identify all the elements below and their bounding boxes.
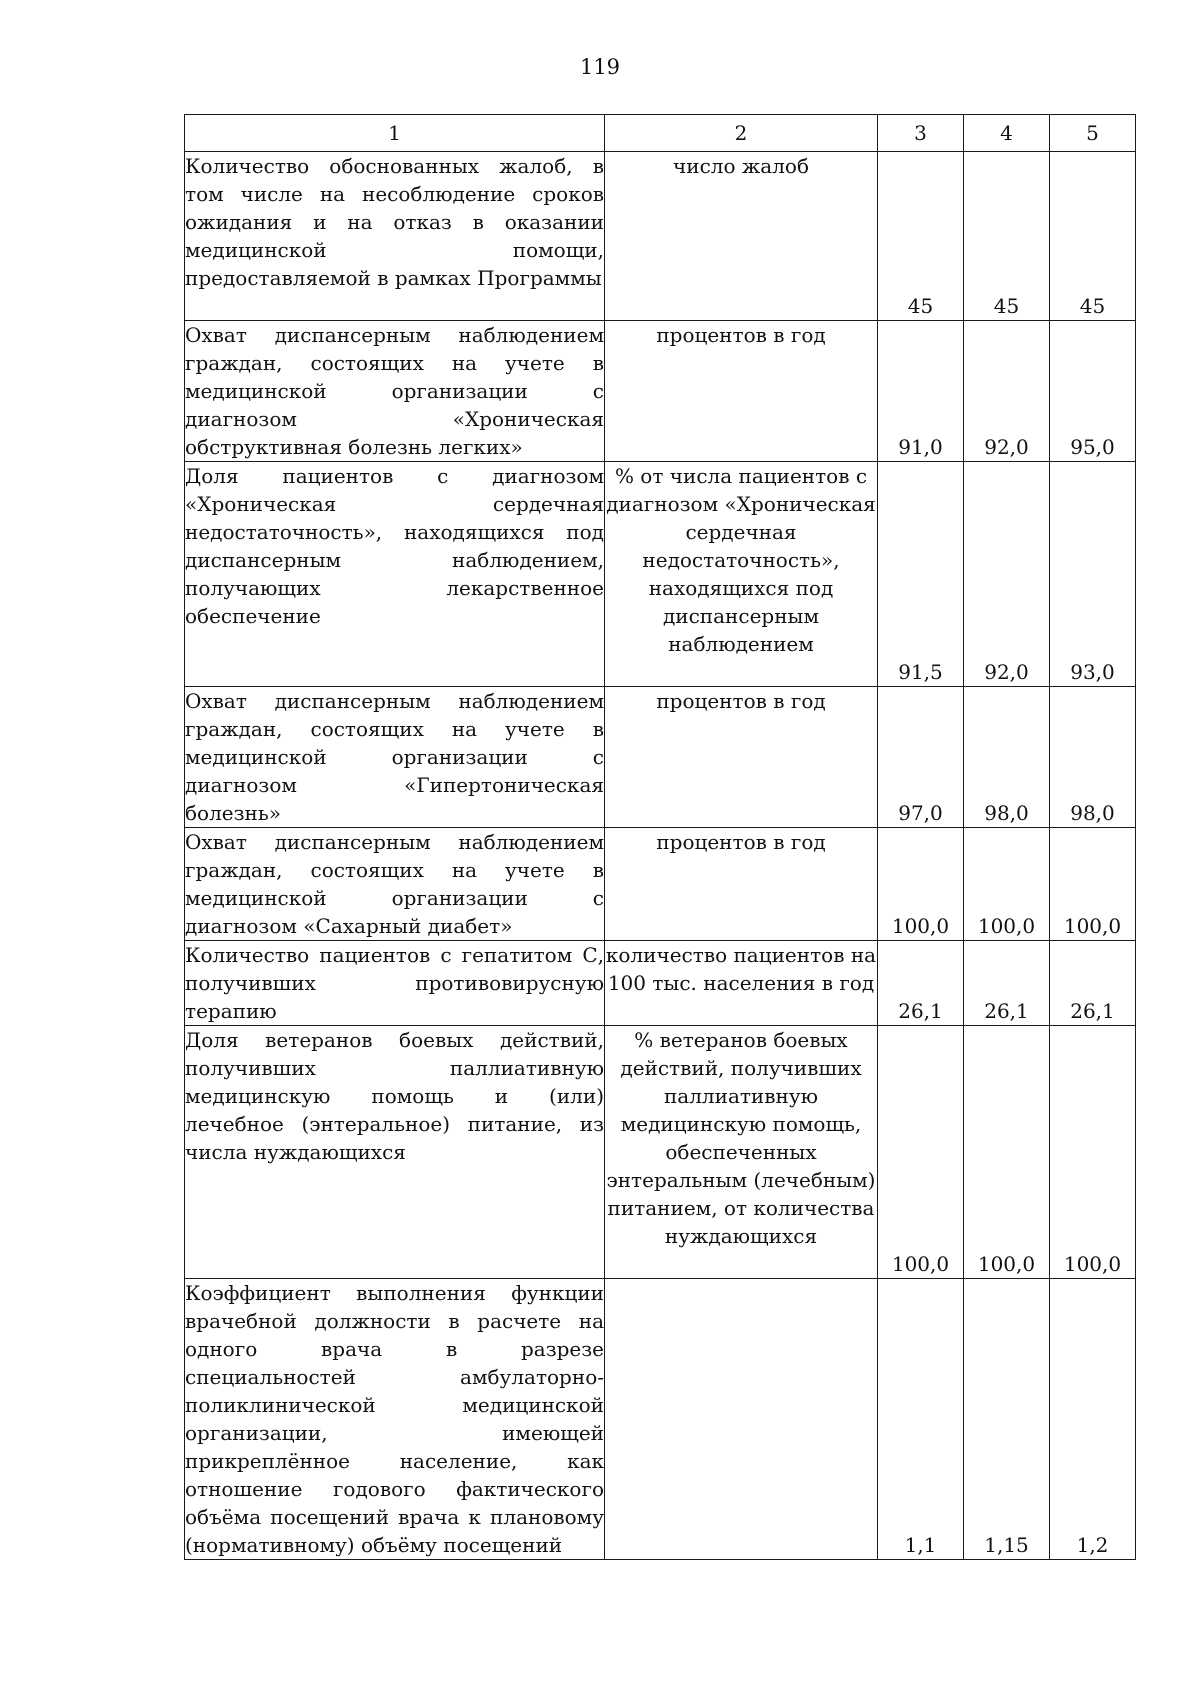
indicator-value-col3: 26,1	[878, 941, 964, 1026]
indicators-table	[184, 114, 1136, 1560]
table-row	[185, 1279, 1136, 1560]
indicator-value-col3: 100,0	[878, 1026, 964, 1279]
indicator-value-col3: 100,0	[878, 828, 964, 941]
indicator-value-col4: 92,0	[964, 462, 1050, 687]
table-row	[185, 321, 1136, 462]
column-header-3: 3	[878, 115, 964, 152]
indicator-name: Коэффициент выполнения функции врачебной должности в расчете на одного врача в разрезе специальностей амбулаторно-поликлинической медицинской организации, имеющей прикреплённое население, как отношение годового фактического объёма посещений врача к плановому (нормативному) объёму посещений	[185, 1279, 605, 1560]
indicator-unit: число жалоб	[605, 152, 878, 321]
indicator-unit: количество пациентов на 100 тыс. населения в год	[605, 941, 878, 1026]
indicator-value-col5: 26,1	[1050, 941, 1136, 1026]
indicator-value-col5: 95,0	[1050, 321, 1136, 462]
indicator-value-col5: 98,0	[1050, 687, 1136, 828]
indicator-unit: процентов в год	[605, 828, 878, 941]
indicator-value-col3: 45	[878, 152, 964, 321]
indicator-value-col3: 97,0	[878, 687, 964, 828]
indicator-value-col3: 91,5	[878, 462, 964, 687]
indicator-value-col5: 1,2	[1050, 1279, 1136, 1560]
indicator-value-col4: 98,0	[964, 687, 1050, 828]
indicator-value-col5: 93,0	[1050, 462, 1136, 687]
table-row	[185, 941, 1136, 1026]
indicator-name: Доля пациентов с диагнозом «Хроническая сердечная недостаточность», находящихся под диспансерным наблюдением, получающих лекарственное обеспечение	[185, 462, 605, 687]
indicator-value-col4: 100,0	[964, 1026, 1050, 1279]
indicator-value-col4: 26,1	[964, 941, 1050, 1026]
indicator-name: Охват диспансерным наблюдением граждан, состоящих на учете в медицинской организации с диагнозом «Сахарный диабет»	[185, 828, 605, 941]
page-number: 119	[579, 55, 621, 79]
indicator-unit: % от числа пациентов с диагнозом «Хроническая сердечная недостаточность», находящихся под диспансерным наблюдением	[605, 462, 878, 687]
column-header-2: 2	[605, 115, 878, 152]
indicator-value-col4: 45	[964, 152, 1050, 321]
indicator-unit: процентов в год	[605, 687, 878, 828]
column-header-1: 1	[185, 115, 605, 152]
indicator-name: Количество обоснованных жалоб, в том числе на несоблюдение сроков ожидания и на отказ в оказании медицинской помощи, предоставляемой в рамках Программы	[185, 152, 605, 321]
indicator-unit: % ветеранов боевых действий, получивших паллиативную медицинскую помощь, обеспеченных энтеральным (лечебным) питанием, от количества нуждающихся	[605, 1026, 878, 1279]
indicator-name: Доля ветеранов боевых действий, получивших паллиативную медицинскую помощь и (или) лечебное (энтеральное) питание, из числа нуждающихся	[185, 1026, 605, 1279]
table-row	[185, 828, 1136, 941]
indicator-value-col3: 1,1	[878, 1279, 964, 1560]
indicator-name: Охват диспансерным наблюдением граждан, состоящих на учете в медицинской организации с диагнозом «Хроническая обструктивная болезнь легких»	[185, 321, 605, 462]
column-header-4: 4	[964, 115, 1050, 152]
table-row	[185, 1026, 1136, 1279]
indicator-name: Количество пациентов с гепатитом С, получивших противовирусную терапию	[185, 941, 605, 1026]
indicator-value-col4: 92,0	[964, 321, 1050, 462]
indicator-value-col5: 100,0	[1050, 1026, 1136, 1279]
indicator-value-col5: 100,0	[1050, 828, 1136, 941]
table-header-row	[185, 115, 1136, 152]
table-row	[185, 687, 1136, 828]
indicator-value-col5: 45	[1050, 152, 1136, 321]
indicator-unit: процентов в год	[605, 321, 878, 462]
column-header-5: 5	[1050, 115, 1136, 152]
indicator-value-col3: 91,0	[878, 321, 964, 462]
table-row	[185, 462, 1136, 687]
table-row	[185, 152, 1136, 321]
indicator-unit	[605, 1279, 878, 1560]
indicator-value-col4: 100,0	[964, 828, 1050, 941]
indicator-value-col4: 1,15	[964, 1279, 1050, 1560]
indicator-name: Охват диспансерным наблюдением граждан, состоящих на учете в медицинской организации с диагнозом «Гипертоническая болезнь»	[185, 687, 605, 828]
